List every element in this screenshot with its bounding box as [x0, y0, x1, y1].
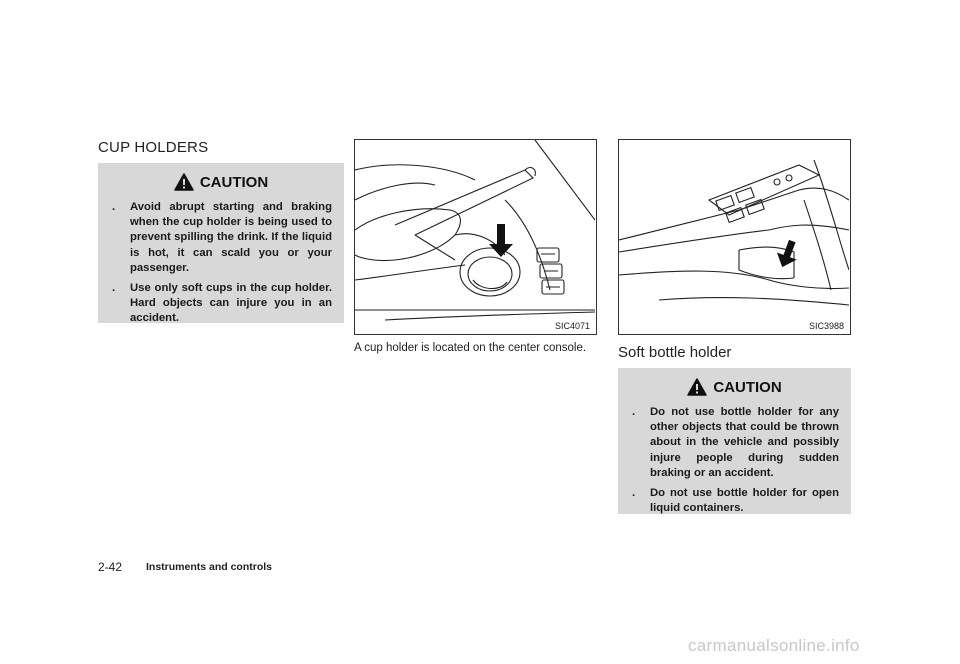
caution-header	[630, 378, 839, 396]
figure-bottle-holder	[618, 139, 851, 335]
subsection-title: Soft bottle holder	[618, 344, 732, 361]
door-bottle-holder-illustration-icon	[619, 140, 849, 333]
caution-box-bottle-holder	[618, 368, 851, 514]
figure-cup-holder	[354, 139, 597, 335]
caution-box-cup-holders	[98, 163, 344, 323]
watermark: carmanualsonline.info	[688, 636, 860, 655]
caution-item	[630, 486, 839, 516]
caution-header	[110, 173, 332, 191]
cup-holder-illustration-icon	[355, 140, 595, 333]
figure-caption: A cup holder is located on the center console.	[354, 342, 587, 354]
bullet: .	[112, 282, 116, 295]
bullet: .	[632, 487, 636, 500]
caution-item	[110, 200, 332, 276]
warning-triangle-icon	[174, 173, 194, 191]
caution-text: Use only soft cups in the cup holder. Hard objects can injure you in an accident.	[130, 282, 332, 325]
figure-code: SIC4071	[554, 321, 590, 331]
caution-text: Do not use bottle holder for open liquid containers.	[650, 487, 839, 515]
caution-text: Do not use bottle holder for any other objects that could be thrown about in the vehicle and possibly injure people during sudden braking or an accident.	[650, 406, 839, 479]
caution-list	[630, 405, 839, 516]
bullet: .	[632, 406, 636, 418]
caution-item	[630, 405, 839, 481]
page-number: 2-42	[98, 560, 123, 574]
warning-triangle-icon	[687, 378, 707, 396]
section-title: CUP HOLDERS	[98, 139, 209, 156]
chapter-title: Instruments and controls	[146, 561, 273, 573]
bullet: .	[112, 201, 116, 213]
figure-code: SIC3988	[808, 321, 844, 331]
caution-item	[110, 281, 332, 327]
caution-heading: CAUTION	[199, 173, 269, 191]
caution-heading: CAUTION	[713, 378, 782, 396]
caution-text: Avoid abrupt starting and braking when the cup holder is being used to prevent spilling the drink. If the liquid is hot, it can scald you or your passenger.	[130, 201, 332, 274]
caution-list	[110, 200, 332, 327]
